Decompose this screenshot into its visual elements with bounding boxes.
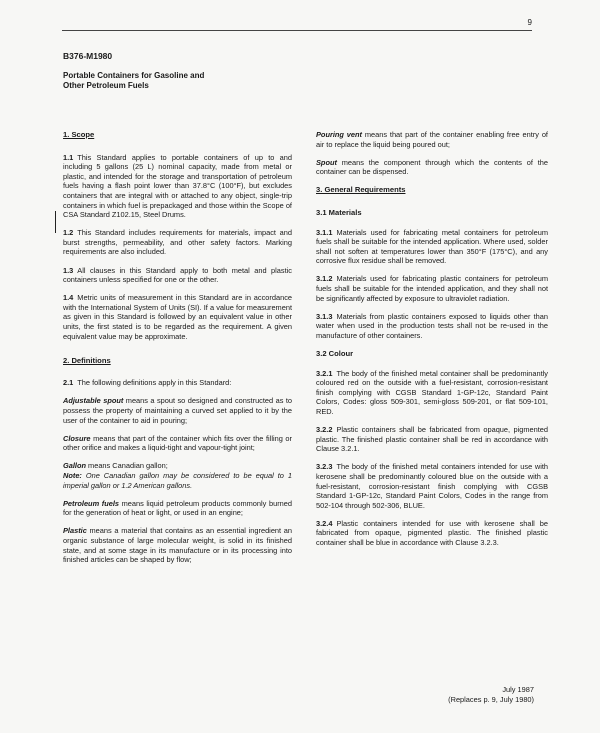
clause-text: This Standard applies to portable containers of up to and including 5 gallons (25 L) nominal capacity, made from metal or plastic, and intended for the storage and transportation of petroleum fuels having a flash point lower than 37.8°C (100°F), but excludes containers that are integral with or attached to any object, single-trip containers in which fuel is prepackaged and those within the Scope of CSA Standard Z102.15, Steel Drums.: [63, 152, 292, 220]
standard-title: Portable Containers for Gasoline and Other Petroleum Fuels: [63, 71, 205, 90]
clause-text: Plastic containers shall be fabricated from opaque, pigmented plastic. The finished plastic container shall be red in accordance with Clause 3.2.1.: [316, 425, 548, 454]
clause-text: Materials used for fabricating metal containers for petroleum fuels shall be suitable for the intended application. Where used, solder shall not soften at temperatures lower than 350°F (175°C), and any corrosive flux residue shall be removed.: [316, 227, 548, 266]
definition-text: means Canadian gallon;: [86, 461, 168, 471]
note-text: One Canadian gallon may be considered to be equal to 1 imperial gallon or 1.2 American gallons.: [63, 470, 292, 490]
definition-term: Pouring vent: [316, 130, 362, 139]
definition-text: means that part of the container enabling free entry of air to replace the liquid being poured out;: [316, 130, 548, 149]
clause-text: Materials from plastic containers exposed to liquids other than water when used in the production tests shall not be re-used in the manufacture of other containers.: [316, 311, 548, 340]
clause-3-2-2: [316, 425, 548, 454]
definition-text: means the component through which the contents of the container can be dispensed.: [316, 157, 548, 177]
clause-3-2-3: [316, 462, 548, 510]
clause-3-2-1: [316, 369, 548, 417]
clause-number: 3.2.3: [316, 462, 333, 472]
clause-1-1: [63, 153, 292, 220]
clause-text: The following definitions apply in this Standard:: [77, 378, 232, 388]
clause-text: Plastic containers intended for use with kerosene shall be fabricated from opaque, pigmented plastic. The finished plastic container shall be blue in accordance with Clause 3.2.3.: [316, 518, 548, 547]
clause-number: 3.2.4: [316, 518, 333, 528]
clause-3-2-4: [316, 519, 548, 548]
clause-number: 2.1: [63, 378, 74, 388]
definition-gallon: [63, 461, 292, 490]
materials-heading: 3.1 Materials: [316, 207, 362, 217]
definition-spout: [316, 158, 548, 177]
footer-date: July 1987: [502, 685, 534, 694]
definition-term: Petroleum fuels: [63, 498, 119, 508]
definitions-heading: 2. Definitions: [63, 355, 111, 365]
clause-3-1-3: [316, 312, 548, 341]
clause-text: Materials used for fabricating plastic containers for petroleum fuels shall be suitable for the intended application, and they shall not be significantly affected by exposure to ultraviolet radiation.: [316, 274, 548, 303]
definition-pouring-vent: [316, 130, 548, 149]
clause-text: This Standard includes requirements for materials, impact and burst strengths, permeability, and other safety factors. Marking requirements are also included.: [63, 228, 292, 257]
footer: [448, 685, 534, 704]
clause-number: 1.2: [63, 228, 74, 238]
clause-1-4: [63, 293, 292, 341]
clause-number: 3.1.2: [316, 274, 333, 284]
clause-text: All clauses in this Standard apply to both metal and plastic containers unless specified for one or the other.: [63, 265, 292, 285]
definition-term: Spout: [316, 157, 337, 167]
clause-3-1-1: [316, 228, 548, 266]
clause-text: The body of the finished metal containers intended for use with kerosene shall be predominantly coloured blue on the outside with a fuel-resistant, corrosion-resistant finish complying with CGSB Standard 1-GP-12c, Standard Paint Colors, Codes in the range from 502-104 through 502-306, BLUE.: [316, 462, 548, 510]
definition-text: means a spout so designed and constructed as to possess the property of maintaining a curved set applied to it by the user of the container to aid in pouring;: [63, 396, 292, 425]
footer-replaces: (Replaces p. 9, July 1980): [448, 694, 534, 704]
standard-number: B376-M1980: [63, 51, 113, 61]
definition-closure: [63, 434, 292, 453]
clause-text: Metric units of measurement in this Standard are in accordance with the International System of Units (SI). If a value for measurement as given in this Standard is followed by an equivalent value in other units, the first stated is to be regarded as the requirement. A given equivalent value may be approximate.: [63, 293, 292, 341]
page-number: 9: [527, 18, 532, 27]
definition-term: Gallon: [63, 461, 86, 471]
clause-1-2: [63, 228, 292, 257]
right-column: [316, 130, 548, 556]
definition-text: means a material that contains as an essential ingredient an organic substance of large molecular weight, is solid in its finished state, and at some stage in its manufacture or in its processing into finished articles can be shaped by flow;: [63, 526, 292, 565]
left-column: [63, 130, 292, 573]
definition-adjustable-spout: [63, 396, 292, 425]
definition-petroleum-fuels: [63, 499, 292, 518]
scope-heading: 1. Scope: [63, 130, 95, 139]
clause-1-3: [63, 266, 292, 285]
note-label: Note:: [63, 470, 82, 480]
clause-2-1: [63, 378, 292, 388]
clause-number: 3.2.1: [316, 368, 333, 378]
clause-number: 1.3: [63, 265, 74, 275]
clause-number: 1.1: [63, 152, 74, 162]
clause-number: 3.2.2: [316, 425, 333, 435]
clause-text: The body of the finished metal container shall be predominantly coloured red on the outside with a fuel-resistant, corrosion-resistant finish complying with CGSB Standard 1-GP-12c, Standard Paint Colors, Codes: gloss 509-301, semi-gloss 509-201, or flat 509-101, RED.: [316, 368, 548, 416]
revision-change-bar: [55, 211, 56, 233]
definition-term: Closure: [63, 433, 91, 443]
definition-term: Adjustable spout: [63, 396, 124, 406]
clause-3-1-2: [316, 274, 548, 303]
clause-number: 3.1.3: [316, 311, 333, 321]
colour-heading: 3.2 Colour: [316, 349, 354, 358]
definition-text: means that part of the container which fits over the filling or other orifice and makes a liquid-tight and vapour-tight joint;: [63, 433, 292, 453]
general-requirements-heading: 3. General Requirements: [316, 185, 406, 195]
header-rule: [62, 30, 532, 31]
definition-term: Plastic: [63, 526, 87, 536]
clause-number: 1.4: [63, 293, 74, 303]
definition-text: means liquid petroleum products commonly burned for the generation of heat or light, or used in an engine;: [63, 498, 292, 518]
clause-number: 3.1.1: [316, 227, 333, 237]
definition-plastic: [63, 526, 292, 564]
